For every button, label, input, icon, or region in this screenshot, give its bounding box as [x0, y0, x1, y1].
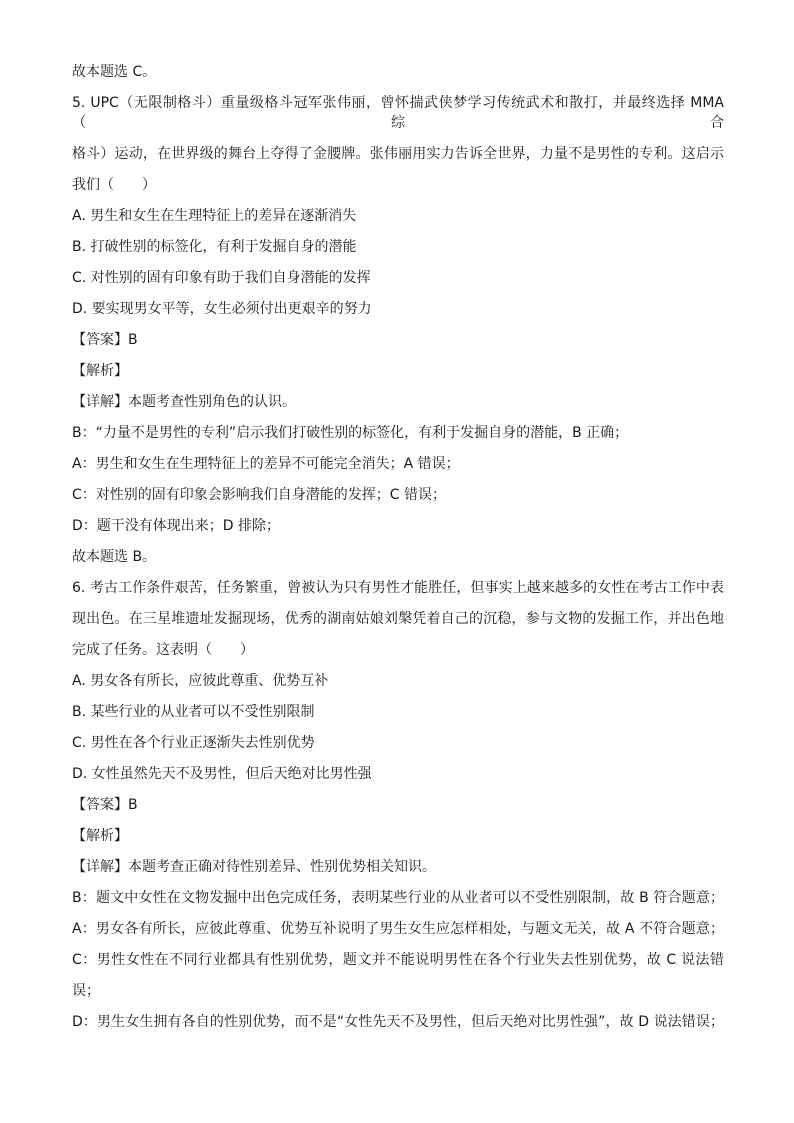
document-page [72, 62, 724, 1032]
q5-conclusion: 故本题选 B。 [72, 549, 157, 565]
q6-explanation-c-line-1: C：男性女性在不同行业都具有性别优势，题文并不能说明男性在各个行业失去性别优势，故 C 说法错 [72, 952, 724, 968]
q5-stem-line-3: 我们（ ） [72, 177, 156, 193]
q6-detail: 【详解】本题考查正确对待性别差异、性别优势相关知识。 [72, 859, 436, 875]
q6-option-b: B. 某些行业的从业者可以不受性别限制 [72, 704, 315, 720]
q5-detail: 【详解】本题考查性别角色的认识。 [72, 394, 296, 410]
q6-answer: 【答案】B [72, 797, 138, 813]
q6-stem-line-1: 6. 考古工作条件艰苦，任务繁重，曾被认为只有男性才能胜任，但事实上越来越多的女性在考古工作中表 [72, 580, 724, 596]
question-6 [72, 578, 724, 1032]
q6-stem-line-3: 完成了任务。这表明（ ） [72, 642, 254, 658]
q5-explanation-a: A：男生和女生在生理特征上的差异不可能完全消失；A 错误； [72, 456, 460, 472]
q5-explanation-d: D：题干没有体现出来；D 排除； [72, 518, 281, 534]
q6-option-d: D. 女性虽然先天不及男性，但后天绝对比男性强 [72, 766, 372, 782]
q5-stem-line-2: 格斗）运动，在世界级的舞台上夺得了金腰牌。张伟丽用实力告诉全世界，力量不是男性的专利。这启示 [72, 146, 724, 162]
q6-option-c: C. 男性在各个行业正逐渐失去性别优势 [72, 735, 315, 751]
q6-stem-line-2: 现出色。在三星堆遗址发掘现场，优秀的湖南姑娘刘槃凭着自己的沉稳，参与文物的发掘工作，并出色地 [72, 611, 724, 627]
q5-explanation-c: C：对性别的固有印象会影响我们自身潜能的发挥；C 错误； [72, 487, 446, 503]
q6-explanation-d: D：男生女生拥有各自的性别优势，而不是“女性先天不及男性，但后天绝对比男性强”，故 D 说法错误； [72, 1014, 724, 1030]
q5-option-c: C. 对性别的固有印象有助于我们自身潜能的发挥 [72, 270, 371, 286]
question-5 [72, 93, 724, 578]
q4-conclusion: 故本题选 C。 [72, 64, 157, 80]
q5-stem-line-1: 5. UPC（无限制格斗）重量级格斗冠军张伟丽，曾怀揣武侠梦学习传统武术和散打，并最终选择 MMA（综合 [72, 95, 724, 131]
q6-analysis-heading: 【解析】 [72, 828, 128, 844]
q6-explanation-b: B：题文中女性在文物发掘中出色完成任务，表明某些行业的从业者可以不受性别限制，故 B 符合题意； [72, 890, 724, 906]
q6-option-a: A. 男女各有所长，应彼此尊重、优势互补 [72, 673, 329, 689]
q5-option-a: A. 男生和女生在生理特征上的差异在逐渐消失 [72, 208, 357, 224]
q5-answer: 【答案】B [72, 332, 138, 348]
q5-analysis-heading: 【解析】 [72, 363, 128, 379]
q6-explanation-a: A：男女各有所长，应彼此尊重、优势互补说明了男生女生应怎样相处，与题文无关，故 A 不符合题意； [72, 921, 724, 937]
q5-explanation-b: B：“力量不是男性的专利”启示我们打破性别的标签化，有利于发掘自身的潜能，B 正确； [72, 425, 629, 441]
q6-explanation-c-line-2: 误； [72, 983, 100, 999]
q5-option-d: D. 要实现男女平等，女生必须付出更艰辛的努力 [72, 301, 372, 317]
q5-option-b: B. 打破性别的标签化，有利于发掘自身的潜能 [72, 239, 357, 255]
